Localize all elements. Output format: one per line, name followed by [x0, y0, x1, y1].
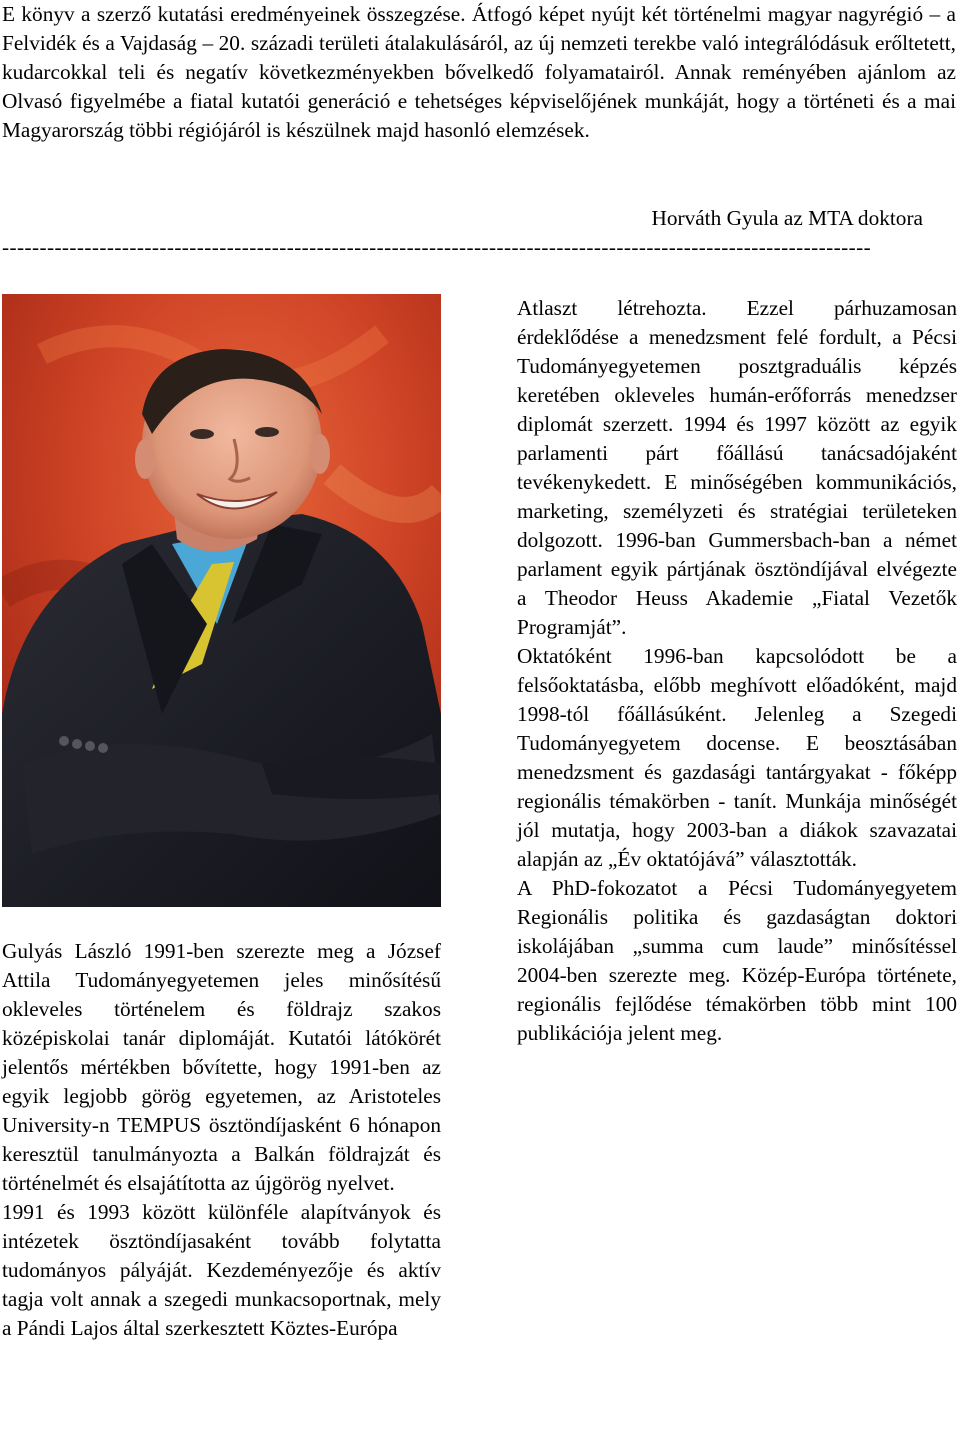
biography-paragraph: Gulyás László 1991-ben szerezte meg a József Attila Tudományegyetemen jeles minősítésű okleveles történelem és földrajz szakos középiskolai tanár diplomáját. Kutatói látókörét jelentős mértékben bővítette, hogy 1991-ben az egyik legjobb görög egyetemen, az Aristoteles University-n TEMPUS ösztöndíjasként 6 hónapon keresztül tanulmányozta a Balkán földrajzát és történelmét és elsajátította az újgörög nyelvet.	[2, 939, 441, 1195]
divider-line: --------------------------------------------------------------------------------------------------------------------	[2, 235, 872, 259]
biography-paragraph: 1991 és 1993 között különféle alapítványok és intézetek ösztöndíjasaként tovább folytatta tudományos pályáját. Kezdeményezője és aktív tagja volt annak a szegedi munkacsoportnak, mely a Pándi Lajos által szerkesztett Köztes-Európa	[2, 1200, 441, 1340]
author-portrait	[2, 294, 441, 907]
signature: Horváth Gyula az MTA doktora	[651, 206, 923, 230]
biography-paragraph: A PhD-fokozatot a Pécsi Tudományegyetem Regionális politika és gazdaságtan doktori iskolájában „summa cum laude” minősítéssel 2004-ben szerezte meg. Közép-Európa története, regionális fejlődése témakörben több mint 100 publikációja jelent meg.	[517, 876, 957, 1045]
intro-paragraph: E könyv a szerző kutatási eredményeinek összegzése. Átfogó képet nyújt két történelmi magyar nagyrégió – a Felvidék és a Vajdaság – 20. századi területi átalakulásáról, az új nemzeti terekbe való integrálódásuk erőltetett, kudarcokkal teli és negatív következményekben bővelkedő folyamatairól. Annak reményében ajánlom az Olvasó figyelmébe a fiatal kutatói generáció e tehetséges képviselőjének munkáját, hogy a történeti és a mai Magyarország többi régiójáról is készülnek majd hasonló elemzések.	[2, 2, 956, 142]
biography-left-column	[2, 937, 441, 1343]
biography-paragraph: Atlaszt létrehozta. Ezzel párhuzamosan érdeklődése a menedzsment felé fordult, a Pécsi Tudományegyetemen posztgraduális képzés keretében okleveles humán-erőforrás menedzser diplomát szerzett. 1994 és 1997 között az egyik parlamenti párt főállású tanácsadójaként tevékenykedett. E minőségében kommunikációs, marketing, személyzeti és stratégiai területeken dolgozott. 1996-ban Gummersbach-ban a német parlament egyik pártjának ösztöndíjával elvégezte a Theodor Heuss Akademie „Fiatal Vezetők Programját”.	[517, 296, 957, 639]
biography-right-column	[517, 294, 957, 1048]
biography-paragraph: Oktatóként 1996-ban kapcsolódott be a felsőoktatásba, előbb meghívott előadóként, majd 1998-tól főállásúként. Jelenleg a Szegedi Tudományegyetem docense. E beosztásában menedzsment és gazdasági tantárgyakat - főképp regionális témakörben - tanít. Munkája minőségét jól mutatja, hogy 2003-ban a diákok szavazatai alapján az „Év oktatójává” választották.	[517, 644, 957, 871]
